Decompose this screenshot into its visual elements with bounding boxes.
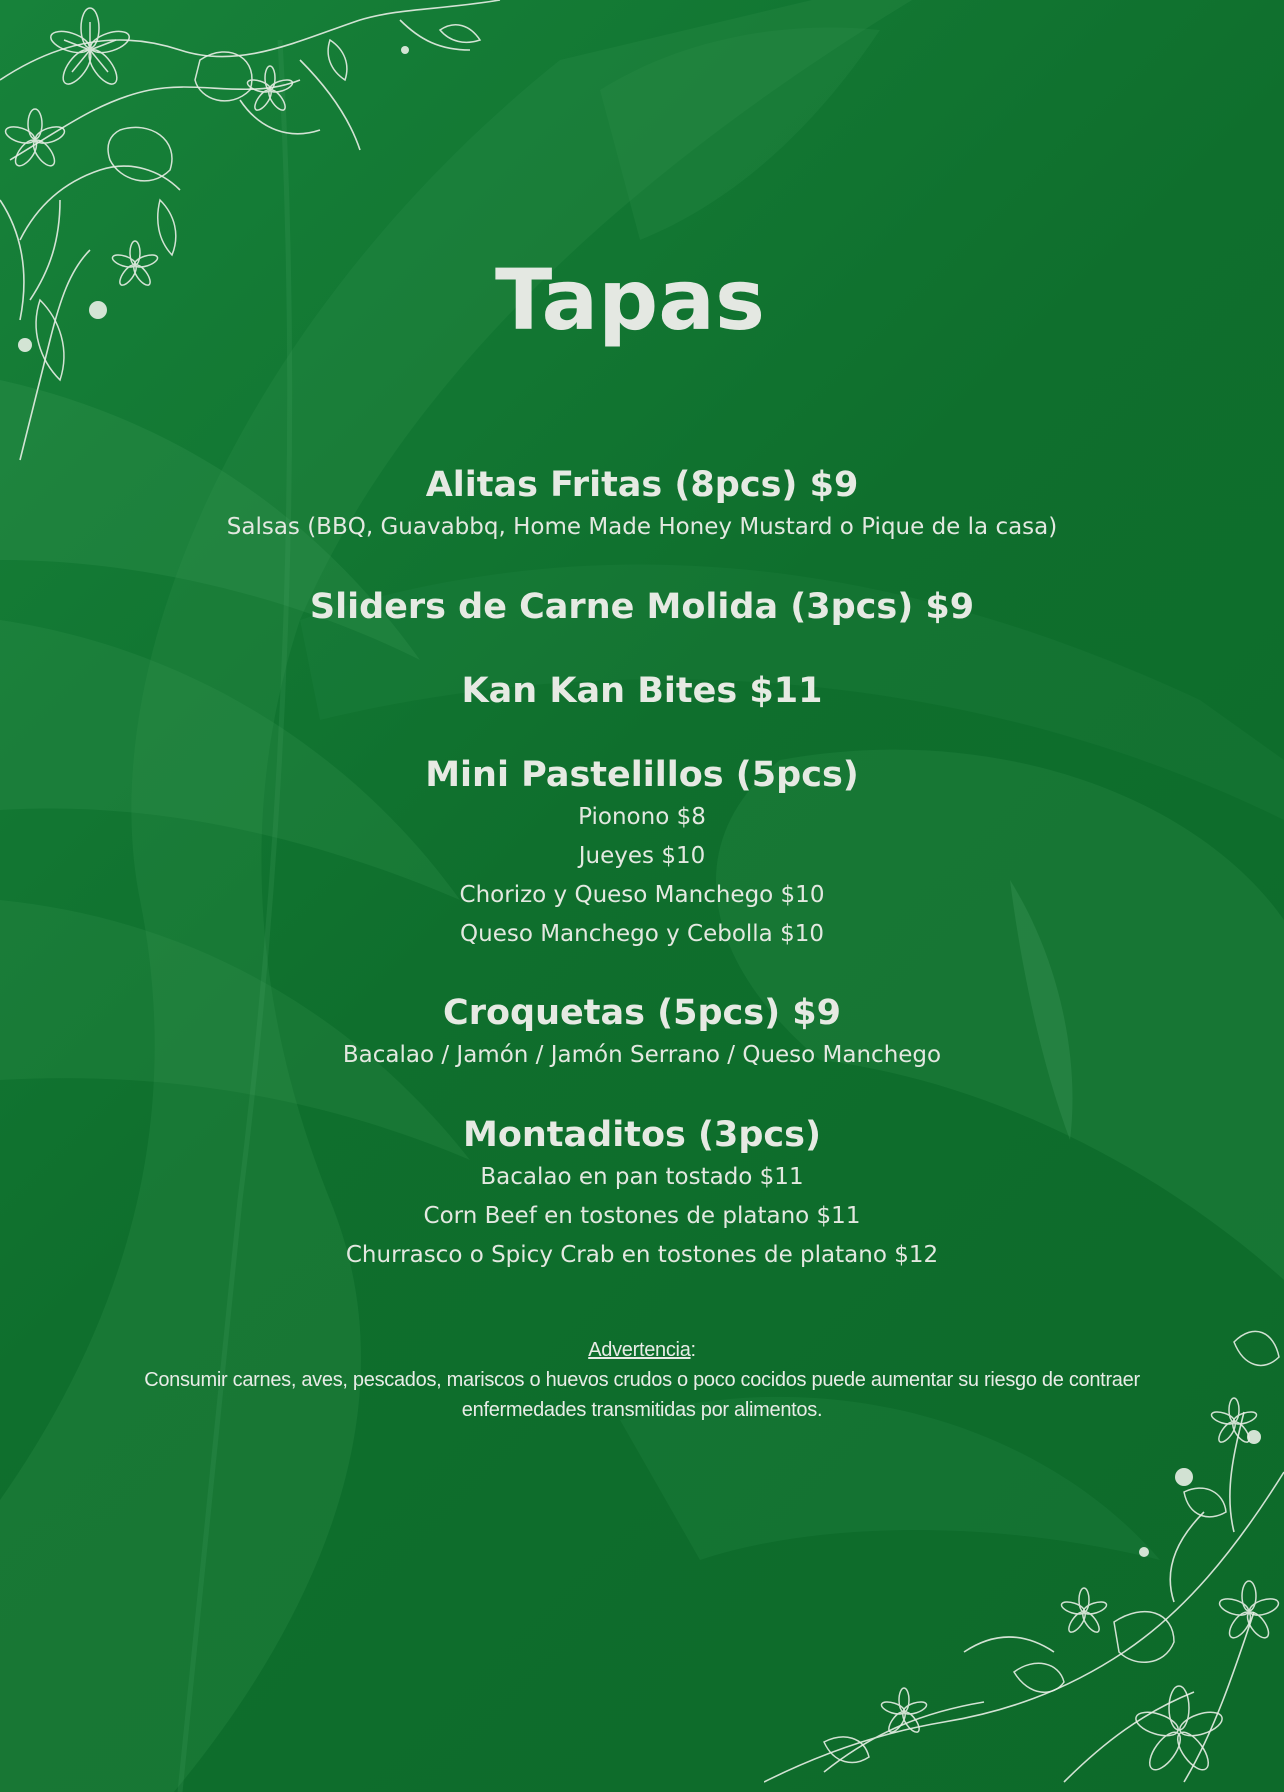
health-warning: [140, 1335, 1144, 1425]
section-croquetas: [0, 990, 1284, 1075]
section-sliders: [0, 584, 1284, 630]
section-line: Chorizo y Queso Manchego $10: [459, 882, 825, 908]
section-heading: Montaditos (3pcs): [463, 1115, 821, 1155]
section-line: Jueyes $10: [578, 843, 706, 869]
section-heading: Alitas Fritas (8pcs) $9: [425, 465, 859, 505]
warning-text: Consumir carnes, aves, pescados, mariscos o huevos crudos o poco cocidos puede aumentar su riesgo de contraer enfermedades transmitidas por alimentos.: [144, 1369, 1140, 1421]
section-line: Salsas (BBQ, Guavabbq, Home Made Honey Mustard o Pique de la casa): [226, 514, 1058, 540]
section-heading: Kan Kan Bites $11: [461, 671, 823, 711]
section-line: Bacalao / Jamón / Jamón Serrano / Queso Manchego: [342, 1042, 942, 1068]
section-line: Pionono $8: [578, 804, 706, 830]
menu-title: Tapas: [495, 251, 765, 349]
section-heading: Sliders de Carne Molida (3pcs) $9: [309, 587, 975, 627]
section-mini-pastelillos: [0, 752, 1284, 954]
section-montaditos: [0, 1112, 1284, 1275]
section-kan-kan-bites: [0, 668, 1284, 714]
section-line: Queso Manchego y Cebolla $10: [460, 921, 824, 947]
section-heading: Croquetas (5pcs) $9: [443, 993, 841, 1033]
section-line: Corn Beef en tostones de platano $11: [423, 1203, 861, 1229]
section-heading: Mini Pastelillos (5pcs): [425, 755, 859, 795]
section-line: Churrasco o Spicy Crab en tostones de platano $12: [345, 1242, 939, 1268]
warning-colon: :: [690, 1339, 696, 1361]
floral-corner-top-left-illustration: [0, 0, 520, 470]
section-alitas-fritas: [0, 462, 1284, 547]
warning-label: Advertencia: [588, 1339, 691, 1361]
section-line: Bacalao en pan tostado $11: [480, 1164, 804, 1190]
